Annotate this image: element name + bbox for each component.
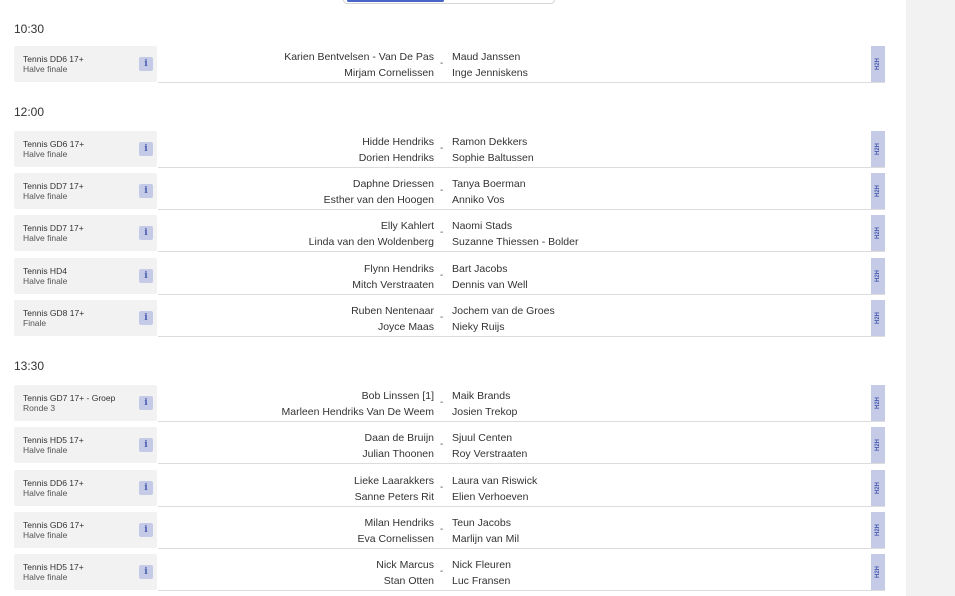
event-box: [14, 427, 157, 463]
h2h-button[interactable]: [871, 131, 885, 167]
info-icon[interactable]: i: [139, 269, 153, 283]
player-name[interactable]: Karien Bentvelsen - Van De Pas: [284, 51, 434, 63]
player-name[interactable]: Suzanne Thiessen - Bolder: [452, 236, 579, 248]
event-box: [14, 300, 157, 336]
versus-separator: -: [440, 482, 444, 493]
event-name: Tennis DD7 17+: [23, 181, 84, 191]
players-area: [158, 258, 885, 295]
player-name[interactable]: Hidde Hendriks: [362, 136, 434, 148]
h2h-button[interactable]: [871, 385, 885, 421]
players-area: [158, 173, 885, 210]
player-name[interactable]: Dennis van Well: [452, 279, 528, 291]
h2h-label: H2H: [874, 269, 881, 283]
versus-separator: -: [440, 143, 444, 154]
time-header: 10:30: [14, 22, 45, 36]
h2h-button[interactable]: [871, 215, 885, 251]
versus-separator: -: [440, 58, 444, 69]
match-row: [14, 300, 885, 336]
event-round: Halve finale: [23, 233, 68, 243]
h2h-label: H2H: [874, 438, 881, 452]
team1: [362, 430, 434, 462]
player-name[interactable]: Daphne Driessen: [352, 178, 434, 190]
team2: [452, 303, 555, 335]
h2h-label: H2H: [874, 481, 881, 495]
versus-separator: -: [440, 227, 444, 238]
event-box: [14, 131, 157, 167]
player-name[interactable]: Elien Verhoeven: [452, 491, 529, 503]
event-name: Tennis GD8 17+: [23, 308, 85, 318]
player-name[interactable]: Ramon Dekkers: [452, 136, 528, 148]
h2h-button[interactable]: [871, 427, 885, 463]
info-icon[interactable]: i: [139, 565, 153, 579]
event-name: Tennis GD6 17+: [23, 139, 85, 149]
event-round: Halve finale: [23, 64, 68, 74]
player-name[interactable]: Naomi Stads: [452, 220, 513, 232]
team1: [352, 261, 434, 293]
info-icon[interactable]: i: [139, 396, 153, 410]
event-round: Finale: [23, 318, 47, 328]
player-name[interactable]: Laura van Riswick: [452, 475, 538, 487]
player-name[interactable]: Mitch Verstraaten: [352, 279, 434, 291]
h2h-button[interactable]: [871, 554, 885, 590]
team1: [359, 134, 434, 166]
event-name: Tennis DD6 17+: [23, 478, 84, 488]
h2h-label: H2H: [874, 523, 881, 537]
time-header: 13:30: [14, 359, 45, 373]
player-name[interactable]: Nick Fleuren: [452, 559, 511, 571]
player-name[interactable]: Esther van den Hoogen: [323, 194, 434, 206]
player-name[interactable]: Teun Jacobs: [452, 517, 511, 529]
team2: [452, 134, 534, 166]
event-name: Tennis HD5 17+: [23, 562, 84, 572]
player-name[interactable]: Josien Trekop: [452, 406, 518, 418]
event-box: [14, 554, 157, 590]
h2h-button[interactable]: [871, 470, 885, 506]
versus-separator: -: [440, 270, 444, 281]
player-name[interactable]: Marlijn van Mil: [452, 533, 520, 545]
player-name[interactable]: Daan de Bruijn: [364, 432, 434, 444]
player-name[interactable]: Luc Fransen: [452, 575, 511, 587]
event-round: Ronde 3: [23, 403, 56, 413]
player-name[interactable]: Bob Linssen [1]: [361, 390, 434, 402]
player-name[interactable]: Elly Kahlert: [380, 220, 434, 232]
player-name[interactable]: Stan Otten: [383, 575, 434, 587]
players-area: [158, 215, 885, 252]
players-area: [158, 300, 885, 337]
team2: [452, 557, 511, 589]
active-day-tab-indicator[interactable]: [347, 0, 444, 2]
versus-separator: -: [440, 566, 444, 577]
event-name: Tennis GD7 17+ - Groep: [23, 393, 116, 403]
team2: [452, 49, 528, 81]
h2h-button[interactable]: [871, 512, 885, 548]
event-name: Tennis DD7 17+: [23, 223, 84, 233]
event-name: Tennis DD6 17+: [23, 54, 84, 64]
match-row: [14, 258, 885, 294]
team2: [452, 261, 528, 293]
player-name[interactable]: Flynn Hendriks: [363, 263, 434, 275]
match-row: [14, 215, 885, 251]
event-box: [14, 258, 157, 294]
event-round: Halve finale: [23, 191, 68, 201]
player-name[interactable]: Mirjam Cornelissen: [344, 67, 434, 79]
versus-separator: -: [440, 185, 444, 196]
players-area: [158, 512, 885, 549]
team2: [452, 176, 526, 208]
team1: [281, 388, 434, 420]
player-name[interactable]: Anniko Vos: [452, 194, 505, 206]
h2h-button[interactable]: [871, 46, 885, 82]
day-tabs[interactable]: [343, 0, 555, 4]
event-box: [14, 385, 157, 421]
team1: [284, 49, 434, 81]
players-area: [158, 131, 885, 168]
match-row: [14, 131, 885, 167]
team1: [376, 557, 434, 589]
event-name: Tennis HD4: [23, 266, 67, 276]
match-row: [14, 512, 885, 548]
player-name[interactable]: Dorien Hendriks: [358, 152, 434, 164]
event-name: Tennis GD6 17+: [23, 520, 85, 530]
match-row: [14, 173, 885, 209]
info-icon[interactable]: i: [139, 226, 153, 240]
team1: [354, 473, 434, 505]
versus-separator: -: [440, 397, 444, 408]
info-icon[interactable]: i: [139, 184, 153, 198]
player-name[interactable]: Nick Marcus: [376, 559, 434, 571]
team1: [358, 515, 434, 547]
player-name[interactable]: Eva Cornelissen: [357, 533, 434, 545]
event-round: Halve finale: [23, 572, 68, 582]
right-sidebar: [906, 0, 955, 596]
event-round: Halve finale: [23, 149, 68, 159]
info-icon[interactable]: i: [139, 523, 153, 537]
player-name[interactable]: Sanne Peters Rit: [354, 491, 434, 503]
player-name[interactable]: Inge Jenniskens: [452, 67, 528, 79]
match-row: [14, 554, 885, 590]
h2h-button[interactable]: [871, 173, 885, 209]
event-name: Tennis HD5 17+: [23, 435, 84, 445]
team2: [452, 515, 519, 547]
info-icon[interactable]: i: [139, 481, 153, 495]
team1: [351, 303, 434, 335]
player-name[interactable]: Lieke Laarakkers: [354, 475, 434, 487]
versus-separator: -: [440, 439, 444, 450]
team1: [309, 218, 434, 250]
event-round: Halve finale: [23, 276, 68, 286]
player-name[interactable]: Julian Thoonen: [362, 448, 434, 460]
players-area: [158, 427, 885, 464]
team2: [452, 388, 517, 420]
h2h-label: H2H: [874, 184, 881, 198]
h2h-button[interactable]: [871, 300, 885, 336]
versus-separator: -: [440, 312, 444, 323]
player-name[interactable]: Sjuul Centen: [452, 432, 513, 444]
h2h-label: H2H: [874, 226, 881, 240]
h2h-label: H2H: [874, 565, 881, 579]
match-row: [14, 385, 885, 421]
player-name[interactable]: Milan Hendriks: [364, 517, 434, 529]
team2: [452, 473, 537, 505]
versus-separator: -: [440, 524, 444, 535]
info-icon[interactable]: i: [139, 142, 153, 156]
player-name[interactable]: Bart Jacobs: [452, 263, 508, 275]
info-icon[interactable]: i: [139, 311, 153, 325]
player-name[interactable]: Maud Janssen: [452, 51, 521, 63]
team2: [452, 218, 578, 250]
event-box: [14, 512, 157, 548]
info-icon[interactable]: i: [139, 438, 153, 452]
player-name[interactable]: Roy Verstraaten: [452, 448, 528, 460]
event-box: [14, 173, 157, 209]
match-row: [14, 470, 885, 506]
players-area: [158, 385, 885, 422]
players-area: [158, 554, 885, 591]
player-name[interactable]: Linda van den Woldenberg: [308, 236, 434, 248]
player-name[interactable]: Sophie Baltussen: [452, 152, 534, 164]
player-name[interactable]: Jochem van de Groes: [452, 305, 555, 317]
player-name[interactable]: Maik Brands: [452, 390, 511, 402]
event-round: Halve finale: [23, 530, 68, 540]
info-icon[interactable]: i: [139, 57, 153, 71]
player-name[interactable]: Tanya Boerman: [452, 178, 526, 190]
h2h-label: H2H: [874, 57, 881, 71]
h2h-label: H2H: [874, 311, 881, 325]
team2: [452, 430, 527, 462]
players-area: [158, 46, 885, 83]
player-name[interactable]: Marleen Hendriks Van De Weem: [281, 406, 434, 418]
h2h-label: H2H: [874, 142, 881, 156]
player-name[interactable]: Nieky Ruijs: [452, 321, 505, 333]
event-box: [14, 46, 157, 82]
event-box: [14, 215, 157, 251]
h2h-label: H2H: [874, 396, 881, 410]
event-round: Halve finale: [23, 445, 68, 455]
player-name[interactable]: Joyce Maas: [377, 321, 434, 333]
event-box: [14, 470, 157, 506]
team1: [324, 176, 434, 208]
players-area: [158, 470, 885, 507]
time-header: 12:00: [14, 105, 45, 119]
match-row: [14, 46, 885, 82]
event-round: Halve finale: [23, 488, 68, 498]
h2h-button[interactable]: [871, 258, 885, 294]
player-name[interactable]: Ruben Nentenaar: [351, 305, 434, 317]
match-row: [14, 427, 885, 463]
